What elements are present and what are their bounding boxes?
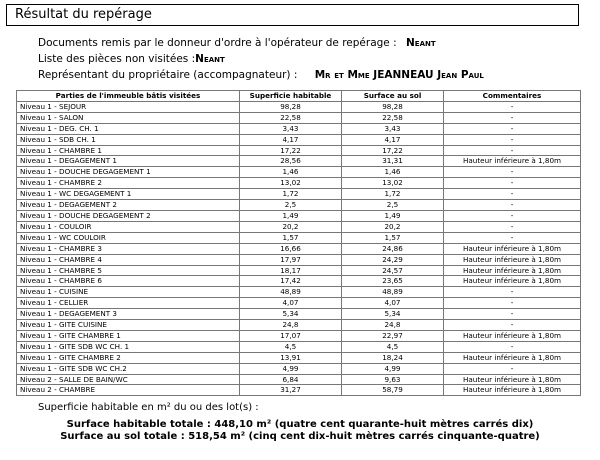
table-row xyxy=(17,287,581,298)
representative-label: Représentant du propriétaire (accompagnateur) : xyxy=(38,69,298,81)
col-header-comments: Commentaires xyxy=(444,91,581,102)
cell-room: Niveau 1 - SDB CH. 1 xyxy=(17,134,240,145)
cell-room: Niveau 1 - GITE CUISINE xyxy=(17,320,240,331)
cell-room: Niveau 1 - GITE SDB WC CH. 1 xyxy=(17,341,240,352)
cell-habitable: 20,2 xyxy=(240,221,342,232)
total-habitable: Surface habitable totale : 448,10 m² (quatre cent quarante-huit mètres carrés dix) xyxy=(66,419,534,430)
cell-comment: - xyxy=(444,145,581,156)
cell-comment: Hauteur inférieure à 1,80m xyxy=(444,254,581,265)
table-row xyxy=(17,320,581,331)
col-header-sol: Surface au sol xyxy=(342,91,444,102)
table-header-row xyxy=(17,91,581,102)
cell-habitable: 17,07 xyxy=(240,330,342,341)
cell-room: Niveau 1 - GITE SDB WC CH.2 xyxy=(17,363,240,374)
unvisited-rooms-value: Neant xyxy=(195,53,225,65)
cell-habitable: 6,84 xyxy=(240,374,342,385)
cell-comment: - xyxy=(444,298,581,309)
cell-habitable: 4,99 xyxy=(240,363,342,374)
representative-line xyxy=(38,69,484,81)
cell-room: Niveau 1 - GITE CHAMBRE 1 xyxy=(17,330,240,341)
cell-room: Niveau 1 - CHAMBRE 1 xyxy=(17,145,240,156)
cell-sol: 23,65 xyxy=(342,276,444,287)
cell-sol: 58,79 xyxy=(342,385,444,396)
cell-habitable: 31,27 xyxy=(240,385,342,396)
cell-comment: - xyxy=(444,101,581,112)
cell-habitable: 17,97 xyxy=(240,254,342,265)
cell-sol: 22,97 xyxy=(342,330,444,341)
cell-habitable: 1,49 xyxy=(240,210,342,221)
table-row xyxy=(17,276,581,287)
table-row xyxy=(17,156,581,167)
cell-room: Niveau 1 - DEGAGEMENT 3 xyxy=(17,309,240,320)
table-row xyxy=(17,232,581,243)
cell-sol: 3,43 xyxy=(342,123,444,134)
unvisited-rooms-label: Liste des pièces non visitées : xyxy=(38,53,196,65)
cell-sol: 24,8 xyxy=(342,320,444,331)
table-row xyxy=(17,374,581,385)
cell-sol: 5,34 xyxy=(342,309,444,320)
table-row xyxy=(17,254,581,265)
cell-room: Niveau 1 - WC DEGAGEMENT 1 xyxy=(17,189,240,200)
cell-sol: 24,57 xyxy=(342,265,444,276)
col-header-parts: Parties de l'immeuble bâtis visitées xyxy=(17,91,240,102)
cell-habitable: 13,91 xyxy=(240,352,342,363)
table-row xyxy=(17,189,581,200)
cell-sol: 24,29 xyxy=(342,254,444,265)
cell-habitable: 1,72 xyxy=(240,189,342,200)
table-row xyxy=(17,265,581,276)
cell-room: Niveau 1 - CHAMBRE 6 xyxy=(17,276,240,287)
documents-label: Documents remis par le donneur d'ordre à l'opérateur de repérage : xyxy=(38,37,397,49)
cell-comment: - xyxy=(444,287,581,298)
table-row xyxy=(17,200,581,211)
cell-habitable: 17,22 xyxy=(240,145,342,156)
cell-habitable: 28,56 xyxy=(240,156,342,167)
cell-habitable: 17,42 xyxy=(240,276,342,287)
cell-habitable: 2,5 xyxy=(240,200,342,211)
cell-room: Niveau 2 - SALLE DE BAIN/WC xyxy=(17,374,240,385)
table-row xyxy=(17,352,581,363)
table-row xyxy=(17,221,581,232)
cell-comment: - xyxy=(444,189,581,200)
table-row xyxy=(17,298,581,309)
cell-room: Niveau 1 - DOUCHE DEGAGEMENT 1 xyxy=(17,167,240,178)
cell-sol: 22,58 xyxy=(342,112,444,123)
table-row xyxy=(17,123,581,134)
cell-comment: Hauteur inférieure à 1,80m xyxy=(444,385,581,396)
cell-sol: 17,22 xyxy=(342,145,444,156)
table-row xyxy=(17,178,581,189)
cell-habitable: 4,5 xyxy=(240,341,342,352)
representative-value: Mr et Mme JEANNEAU Jean Paul xyxy=(314,69,484,81)
cell-habitable: 1,46 xyxy=(240,167,342,178)
cell-sol: 98,28 xyxy=(342,101,444,112)
cell-comment: Hauteur inférieure à 1,80m xyxy=(444,352,581,363)
cell-habitable: 4,07 xyxy=(240,298,342,309)
cell-comment: - xyxy=(444,232,581,243)
cell-room: Niveau 1 - CELLIER xyxy=(17,298,240,309)
table-row xyxy=(17,243,581,254)
table-row xyxy=(17,134,581,145)
cell-habitable: 4,17 xyxy=(240,134,342,145)
footer-intro: Superficie habitable en m² du ou des lot(s) : xyxy=(38,402,259,413)
table-row xyxy=(17,210,581,221)
cell-sol: 48,89 xyxy=(342,287,444,298)
cell-sol: 4,5 xyxy=(342,341,444,352)
cell-room: Niveau 1 - CHAMBRE 2 xyxy=(17,178,240,189)
table-row xyxy=(17,385,581,396)
table-row xyxy=(17,363,581,374)
cell-sol: 9,63 xyxy=(342,374,444,385)
cell-sol: 24,86 xyxy=(342,243,444,254)
cell-comment: - xyxy=(444,210,581,221)
cell-room: Niveau 1 - DEG. CH. 1 xyxy=(17,123,240,134)
cell-sol: 1,46 xyxy=(342,167,444,178)
cell-comment: - xyxy=(444,134,581,145)
col-header-habitable: Superficie habitable xyxy=(240,91,342,102)
cell-room: Niveau 1 - GITE CHAMBRE 2 xyxy=(17,352,240,363)
cell-habitable: 18,17 xyxy=(240,265,342,276)
table-row xyxy=(17,101,581,112)
cell-room: Niveau 1 - DEGAGEMENT 2 xyxy=(17,200,240,211)
cell-room: Niveau 1 - DEGAGEMENT 1 xyxy=(17,156,240,167)
cell-sol: 4,07 xyxy=(342,298,444,309)
cell-sol: 20,2 xyxy=(342,221,444,232)
cell-sol: 1,57 xyxy=(342,232,444,243)
cell-habitable: 1,57 xyxy=(240,232,342,243)
cell-habitable: 24,8 xyxy=(240,320,342,331)
cell-comment: - xyxy=(444,309,581,320)
documents-line xyxy=(38,37,436,49)
table-row xyxy=(17,330,581,341)
cell-comment: Hauteur inférieure à 1,80m xyxy=(444,156,581,167)
cell-sol: 1,49 xyxy=(342,210,444,221)
cell-sol: 1,72 xyxy=(342,189,444,200)
cell-sol: 2,5 xyxy=(342,200,444,211)
table-row xyxy=(17,309,581,320)
cell-room: Niveau 1 - CHAMBRE 3 xyxy=(17,243,240,254)
cell-comment: - xyxy=(444,200,581,211)
cell-room: Niveau 1 - COULOIR xyxy=(17,221,240,232)
table-row xyxy=(17,341,581,352)
cell-room: Niveau 1 - WC COULOIR xyxy=(17,232,240,243)
cell-room: Niveau 1 - DOUCHE DEGAGEMENT 2 xyxy=(17,210,240,221)
table-row xyxy=(17,167,581,178)
cell-comment: - xyxy=(444,123,581,134)
cell-habitable: 3,43 xyxy=(240,123,342,134)
cell-comment: Hauteur inférieure à 1,80m xyxy=(444,243,581,254)
cell-habitable: 5,34 xyxy=(240,309,342,320)
cell-habitable: 22,58 xyxy=(240,112,342,123)
cell-comment: - xyxy=(444,363,581,374)
cell-habitable: 13,02 xyxy=(240,178,342,189)
cell-comment: Hauteur inférieure à 1,80m xyxy=(444,265,581,276)
table-row xyxy=(17,145,581,156)
cell-comment: - xyxy=(444,178,581,189)
cell-room: Niveau 1 - SALON xyxy=(17,112,240,123)
unvisited-rooms-line xyxy=(38,53,225,65)
cell-comment: - xyxy=(444,112,581,123)
cell-habitable: 48,89 xyxy=(240,287,342,298)
cell-room: Niveau 1 - CUISINE xyxy=(17,287,240,298)
cell-habitable: 98,28 xyxy=(240,101,342,112)
cell-sol: 18,24 xyxy=(342,352,444,363)
table-row xyxy=(17,112,581,123)
cell-habitable: 16,66 xyxy=(240,243,342,254)
cell-comment: - xyxy=(444,320,581,331)
cell-comment: - xyxy=(444,341,581,352)
cell-comment: Hauteur inférieure à 1,80m xyxy=(444,330,581,341)
cell-sol: 4,99 xyxy=(342,363,444,374)
section-title: Résultat du repérage xyxy=(6,4,579,26)
total-sol: Surface au sol totale : 518,54 m² (cinq cent dix-huit mètres carrés cinquante-quatre) xyxy=(60,431,540,442)
cell-room: Niveau 1 - CHAMBRE 5 xyxy=(17,265,240,276)
cell-sol: 13,02 xyxy=(342,178,444,189)
cell-comment: - xyxy=(444,167,581,178)
cell-room: Niveau 1 - CHAMBRE 4 xyxy=(17,254,240,265)
cell-room: Niveau 1 - SEJOUR xyxy=(17,101,240,112)
cell-room: Niveau 2 - CHAMBRE xyxy=(17,385,240,396)
cell-comment: Hauteur inférieure à 1,80m xyxy=(444,276,581,287)
surface-table xyxy=(16,90,581,396)
cell-comment: - xyxy=(444,221,581,232)
documents-value: Neant xyxy=(406,37,436,49)
cell-sol: 4,17 xyxy=(342,134,444,145)
cell-comment: Hauteur inférieure à 1,80m xyxy=(444,374,581,385)
cell-sol: 31,31 xyxy=(342,156,444,167)
